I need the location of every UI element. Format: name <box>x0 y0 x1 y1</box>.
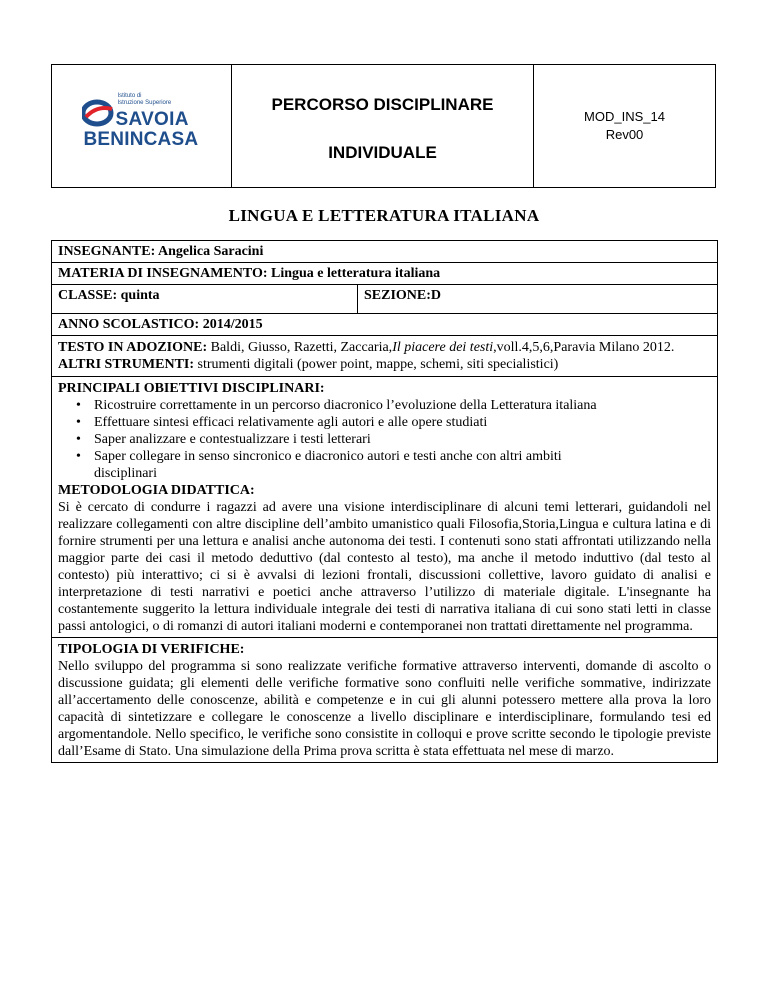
class-cell: CLASSE: quinta <box>52 285 358 314</box>
module-code: MOD_INS_14 <box>584 109 665 124</box>
other-tools-text <box>58 356 711 373</box>
objective-item: • Ricostruire correttamente in un percorso diacronico l’evoluzione della Letteratura italiana <box>94 397 711 414</box>
header-title-line2: INDIVIDUALE <box>328 143 437 162</box>
methodology-label: METODOLOGIA DIDATTICA: <box>58 483 255 498</box>
assessment-label: TIPOLOGIA DI VERIFICHE: <box>58 642 245 657</box>
logo-subtitle-line1: Istituto di <box>117 92 142 99</box>
assessment-row <box>52 638 718 763</box>
section-cell: SEZIONE:D <box>358 285 718 314</box>
logo-subtitle <box>118 93 172 107</box>
assessment-text: Nello sviluppo del programma si sono realizzate verifiche formative attraverso interventi, domande di ascolto o discussione guidata; gli elementi delle verifiche formative sono confluiti nelle verifiche sommative, indirizzate all’accertamento delle conoscenze, abilità e competenze e in cui gli alunni potessero mettere alla prova la loro capacità di sintetizzare e collegare le conoscenze a livello disciplinare e interdisciplinare, formulando tesi ed argomentandole. Nello specifico, le verifiche sono consistite in colloqui e prove scritte secondo le tipologie previste dall’Esame di Stato. Una simulazione della Prima prova scritta è stata effettuata nel mese di marzo. <box>58 659 711 759</box>
logo-name-top: SAVOIA <box>115 108 189 130</box>
teacher-row: INSEGNANTE: Angelica Saracini <box>52 241 718 263</box>
other-tools-label: ALTRI STRUMENTI: <box>58 357 195 372</box>
header-code-cell <box>534 65 716 188</box>
textbook-title: Il piacere dei testi <box>392 340 494 355</box>
textbook-row <box>52 336 718 377</box>
objectives-list <box>58 397 711 482</box>
logo-cell <box>52 65 232 188</box>
header-title-cell <box>232 65 534 188</box>
logo-name-bottom: BENINCASA <box>83 128 199 150</box>
textbook-authors: Baldi, Giusso, Razetti, Zaccaria, <box>207 340 393 355</box>
info-table <box>51 240 718 763</box>
school-year-row: ANNO SCOLASTICO: 2014/2015 <box>52 314 718 336</box>
textbook-details: ,voll.4,5,6,Paravia Milano 2012. <box>493 340 675 355</box>
objective-item: • Saper analizzare e contestualizzare i testi letterari <box>94 431 711 448</box>
textbook-text <box>58 339 711 356</box>
subject-row: MATERIA DI INSEGNAMENTO: Lingua e letteratura italiana <box>52 263 718 285</box>
objectives-label: PRINCIPALI OBIETTIVI DISCIPLINARI: <box>58 381 325 396</box>
methodology-text: Si è cercato di condurre i ragazzi ad avere una visione interdisciplinare di alcuni temi letterari, guidandoli nel realizzare collegamenti con altre discipline dell’ambito umanistico quali Filosofia,Storia,Lingua e cultura latina e di fornire strumenti per una lettura e analisi anche autonoma dei testi. I contenuti sono stati affrontati utilizzando nella maggior parte dei casi il metodo deduttivo (dal contesto al testo), ma anche il metodo induttivo (dal testo al contesto) più interattivo; ci si è avvalsi di lezioni frontali, discussioni collettive, lavoro guidato di analisi e interpretazione di testi narrativi e poetici anche attraverso l’utilizzo di materiale digitale. L'insegnante ha costantemente suggerito la lettura individuale integrale dei testi di narrativa italiana di cui sono stati letti in classe passi antologici, o di romanzi di autori italiani moderni e contemporanei non trattati direttamente nel programma. <box>58 500 711 634</box>
revision-code: Rev00 <box>605 127 644 142</box>
header-title-line1: PERCORSO DISCIPLINARE <box>271 95 494 114</box>
textbook-label: TESTO IN ADOZIONE: <box>58 340 208 355</box>
objectives-row <box>52 377 718 638</box>
logo-subtitle-line2: Istruzione Superiore <box>117 99 172 106</box>
document-title: LINGUA E LETTERATURA ITALIANA <box>228 206 540 225</box>
objective-item: • Saper collegare in senso sincronico e diacronico autori e testi anche con altri ambiti disciplinari <box>94 448 711 482</box>
document-header <box>51 64 716 188</box>
school-logo <box>82 93 202 155</box>
other-tools-value: strumenti digitali (power point, mappe, schemi, siti specialistici) <box>194 357 559 372</box>
objective-item: • Effettuare sintesi efficaci relativamente agli autori e alle opere studiati <box>94 414 711 431</box>
logo-emblem-icon <box>82 97 116 127</box>
